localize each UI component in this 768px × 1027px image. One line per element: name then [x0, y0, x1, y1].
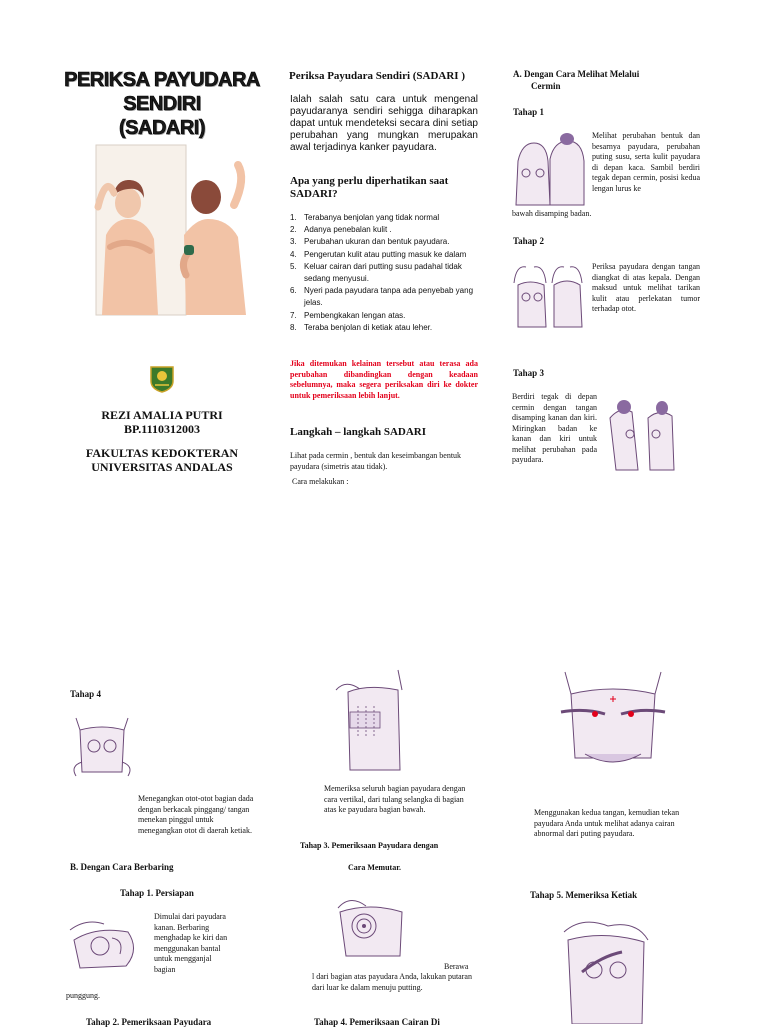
nipple-discharge-text: Menggunakan kedua tangan, kemudian tekan payudara Anda untuk melihat adanya cairan abnormal dari puting payudara.	[534, 808, 680, 838]
section-a-line-1: A. Dengan Cara Melihat Melalui	[513, 69, 640, 79]
list-item-text: Terabanya benjolan yang tidak normal	[304, 213, 440, 222]
tahap1-text: Melihat perubahan bentuk dan besarnya payudara, perubahan puting susu, serta kulit payudara di depan kaca. Sambil berdiri tegak depan cermin, posisi kedua lengan lurus ke	[592, 131, 700, 193]
tahap4-illustration	[66, 712, 138, 784]
title-line-1: PERIKSA PAYUDARA SENDIRI	[64, 69, 260, 115]
tahap3-illustration	[606, 398, 680, 474]
armpit-exam-illustration	[552, 912, 656, 1024]
author-name: REZI AMALIA PUTRI	[101, 408, 223, 422]
author-block	[62, 408, 262, 474]
tahap3-text: Berdiri tegak di depan cermin dengan tangan disamping kanan dan kiri. Miringkan badan ke kanan dan kiri untuk melihat perubahan pada payudara.	[512, 392, 597, 464]
tahap2-label: Tahap 2	[513, 236, 544, 246]
tahap5-label: Tahap 5. Memeriksa Ketiak	[530, 890, 638, 900]
section-a-line-2: Cermin	[531, 81, 561, 91]
question-line-2: SADARI?	[290, 188, 338, 200]
list-item-text: Adanya penebalan kulit .	[304, 225, 392, 235]
steps-heading: Langkah – langkah SADARI	[290, 426, 427, 438]
tahap4-label: Tahap 4	[70, 689, 101, 699]
attention-list-item	[290, 285, 480, 309]
tahap3-label: Tahap 3	[513, 368, 544, 378]
list-item-number: 8.	[290, 322, 297, 332]
mirror-illustration	[88, 135, 260, 325]
tahap3-memutar-caption	[300, 840, 490, 874]
list-item-number: 3.	[290, 237, 297, 247]
author-id: BP.1110312003	[124, 422, 200, 436]
attention-list-item	[290, 212, 480, 224]
vertical-exam-text: Memeriksa seluruh bagian payudara dengan cara vertikal, dari tulang selangka di bagian atas ke payudara bagian bawah.	[324, 784, 466, 814]
university-logo	[148, 363, 176, 393]
list-item-text: Perubahan ukuran dan bentuk payudara.	[304, 237, 450, 247]
circular-exam-illustration	[330, 888, 410, 960]
tahap1-illustration	[512, 131, 586, 207]
steps-how: Cara melakukan :	[292, 477, 349, 486]
list-item-number: 4.	[290, 249, 297, 259]
tahap4-text: Menegangkan otot-otot bagian dada dengan berkacak pinggang/ tangan menekan pinggul untuk menegangkan otot di daerah ketiak.	[138, 794, 254, 835]
attention-list	[290, 212, 480, 334]
question-line-1: Apa yang perlu diperhatikan saat	[290, 175, 449, 187]
intro-paragraph: Ialah salah satu cara untuk mengenal payudaranya sendiri sehigga diharapkan dapat untuk mendeteksi secara dini setiap perubahan yang mungkan merupakan awal terjadinya kanker payudara.	[290, 94, 478, 153]
sadari-heading: Periksa Payudara Sendiri (SADARI )	[289, 70, 466, 82]
list-item-number: 7.	[290, 310, 297, 320]
b-tahap1-label: Tahap 1. Persiapan	[120, 888, 194, 898]
tahap3-caption-line-2: Cara Memutar.	[348, 863, 402, 872]
steps-intro: Lihat pada cermin , bentuk dan keseimbangan bentuk payudara (simetris atau tidak).	[290, 451, 462, 471]
tahap3-caption-line-1: Tahap 3. Pemeriksaan Payudara dengan	[300, 841, 439, 850]
list-item-text: Pembengkakan lengan atas.	[304, 310, 406, 320]
attention-list-item	[290, 249, 480, 261]
b-tahap1-text: Dimulai dari payudara kanan. Berbaring menghadap ke kiri dan menggunakan bantal untuk mengganjal bagian	[154, 912, 228, 974]
attention-list-item	[290, 224, 480, 236]
tahap2-text: Periksa payudara dengan tangan diangkat di atas kepala. Dengan maksud untuk melihat tarikan kulit atau perlekatan tumor terhadap otot.	[592, 262, 700, 313]
section-a-heading	[513, 68, 713, 92]
attention-list-item	[290, 261, 480, 285]
section-b-heading: B. Dengan Cara Berbaring	[70, 862, 174, 872]
list-item-number: 5.	[290, 261, 297, 271]
attention-question	[290, 175, 480, 201]
tahap1-text-end: bawah disamping badan.	[512, 209, 592, 218]
b-tahap1-text-end: punggung.	[66, 991, 100, 1000]
list-item-text: Pengerutan kulit atau putting masuk ke dalam	[304, 249, 467, 259]
memutar-text-start: Berawa	[444, 962, 469, 971]
memutar-text: l dari bagian atas payudara Anda, lakukan putaran dari luar ke dalam menuju putting.	[312, 972, 472, 992]
list-item-number: 6.	[290, 286, 297, 296]
title-line-2: (SADARI)	[119, 117, 205, 139]
tahap2-illustration	[512, 263, 586, 329]
list-item-text: Teraba benjolan di ketiak atau leher.	[304, 322, 433, 332]
list-item-number: 2.	[290, 225, 297, 235]
attention-list-item	[290, 236, 480, 248]
list-item-number: 1.	[290, 213, 297, 222]
tahap4-cairan-label: Tahap 4. Pemeriksaan Cairan Di	[314, 1017, 440, 1027]
list-item-text: Nyeri pada payudara tanpa ada penyebab yang jelas.	[304, 286, 474, 308]
tahap1-label: Tahap 1	[513, 107, 544, 117]
b-tahap2-label: Tahap 2. Pemeriksaan Payudara	[86, 1017, 212, 1027]
b-tahap1-illustration	[66, 910, 146, 974]
vertical-exam-illustration	[328, 666, 412, 776]
attention-list-item	[290, 310, 480, 322]
faculty: FAKULTAS KEDOKTERAN	[85, 446, 239, 460]
nipple-discharge-illustration	[555, 668, 671, 772]
brochure-title	[62, 68, 262, 140]
list-item-text: Keluar cairan dari putting susu padahal tidak sedang menyusui.	[304, 261, 462, 284]
university: UNIVERSITAS ANDALAS	[91, 460, 233, 474]
attention-list-item	[290, 322, 480, 334]
warning-text: Jika ditemukan kelainan tersebut atau terasa ada perubahan dibandingkan dengan keadaan sebelumnya, maka segera periksakan diri ke dokter untuk pemeriksaan lebih lanjut.	[290, 359, 478, 400]
